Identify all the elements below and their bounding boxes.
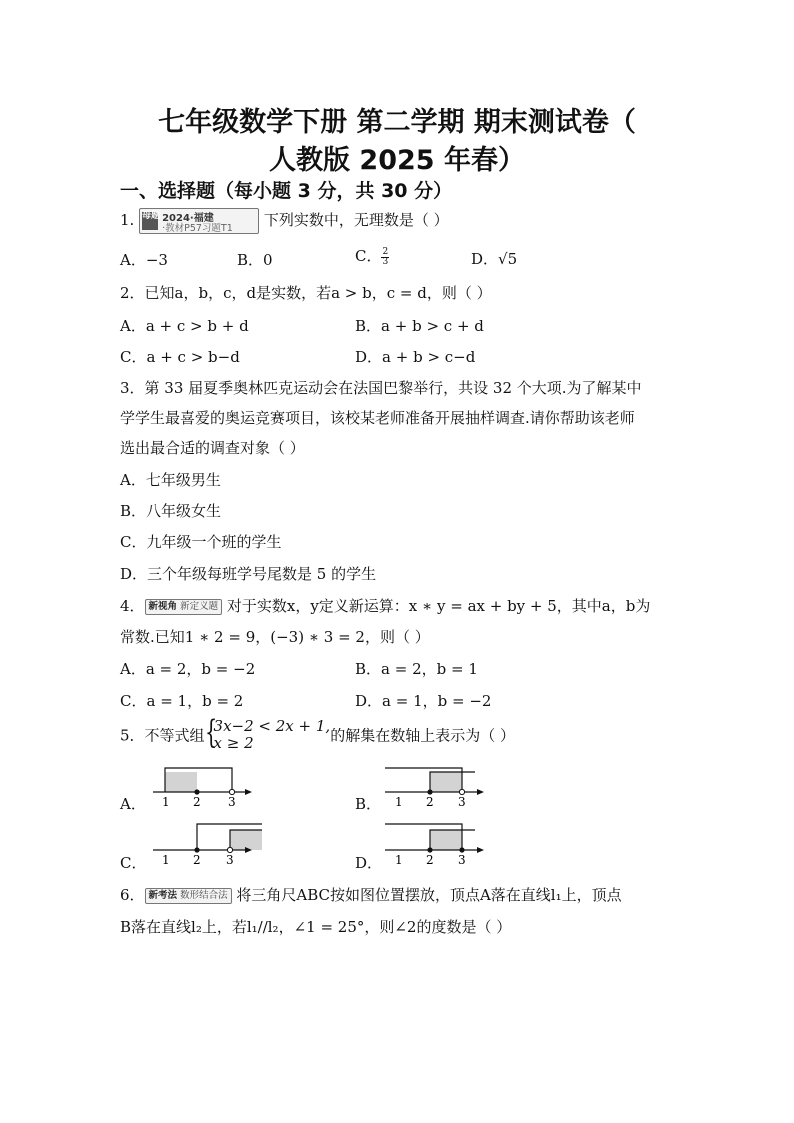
question-6-line-2: B落在直线l₂上，若l₁//l₂，∠1 = 25°，则∠2的度数是（ ） [120,918,512,936]
question-3-line-3: 选出最合适的调查对象（ ） [120,439,305,457]
tick-label: 2 [426,795,434,809]
question-text: 对于实数x，y定义新运算：x ∗ y = ax + by + 5，其中a，b为 [226,597,651,615]
option-c: C．a = 1，b = 2 [120,692,244,710]
option-a: A． [120,795,146,813]
tick-label: 3 [226,853,234,867]
question-4-line-2: 常数.已知1 ∗ 2 = 9，(−3) ∗ 3 = 2，则（ ） [120,628,430,646]
tick-label: 1 [162,853,170,867]
question-6 [120,884,622,905]
tick-label: 2 [193,853,201,867]
tick-label: 3 [228,795,236,809]
question-1 [120,208,449,234]
open-point [227,847,232,852]
option-b: B．a = 2，b = 1 [355,660,478,678]
new-method-tag: 新考法 数形结合法 [145,888,232,904]
option-c [355,245,389,267]
axis-arrow [245,789,252,795]
question-3-line-2: 学学生最喜爱的奥运竞赛项目，该校某老师准备开展抽样调查.请你帮助该老师 [120,409,635,427]
number-line-d [380,818,490,868]
closed-point [459,847,464,852]
tag-source: ·教材P57习题T1 [162,223,233,234]
tick-label: 1 [395,853,403,867]
question-number: 6． [120,886,145,904]
axis-arrow [477,789,484,795]
tick-label: 1 [395,795,403,809]
question-text: 将三角尺ABC按如图位置摆放，顶点A落在直线l₁上，顶点 [236,886,622,904]
option-a: A．−3 [120,251,168,269]
number-line-a [148,760,258,810]
option-a: A．a + c > b + d [120,317,249,335]
inequality-system: { 3x−2 < 2x + 1, x ≥ 2 [204,713,331,752]
option-b: B． [355,795,382,813]
title-line-2: 人教版 2025 年春） [269,145,525,176]
question-text-post: 的解集在数轴上表示为（ ） [330,726,515,745]
open-point [229,789,234,794]
question-4 [120,595,650,616]
section-heading: 一、选择题（每小题 3 分，共 30 分） [120,180,453,202]
fraction-numerator: 2 [382,246,389,257]
question-2: 2．已知a，b，c，d是实数，若a > b，c = d，则（ ） [120,284,492,302]
question-text: 下列实数中，无理数是（ ） [263,211,449,229]
axis-arrow [477,847,484,853]
source-tag [139,208,259,234]
closed-point [194,847,199,852]
option-a: A．七年级男生 [120,471,221,489]
solution-region [165,772,197,792]
open-point [459,789,464,794]
inequality-2: x ≥ 2 [213,734,254,752]
option-b: B．a + b > c + d [355,317,484,335]
tick-label: 3 [458,795,466,809]
option-c: C． [120,854,147,872]
tick-label: 2 [193,795,201,809]
new-perspective-tag: 新视角 新定义题 [145,599,223,615]
option-b: B．0 [237,251,273,269]
question-number: 1. [120,211,135,229]
option-d: D． [355,854,383,872]
question-3-line-1: 3．第 33 届夏季奥林匹克运动会在法国巴黎举行，共设 32 个大项.为了解某中 [120,379,642,397]
solution-region [230,830,262,850]
option-b: B．八年级女生 [120,502,222,520]
tick-label: 1 [162,795,170,809]
number-line-c [148,818,268,868]
option-d: D．a = 1，b = −2 [355,692,492,710]
fraction-denominator: 3 [382,256,389,267]
tag-year: 2024·福建 [162,213,214,224]
option-d: D．三个年级每班学号尾数是 5 的学生 [120,565,377,583]
mother-question-icon: 母题 [142,212,158,230]
option-a: A．a = 2，b = −2 [120,660,256,678]
option-c: C．a + c > b−d [120,348,240,366]
title-line-1: 七年级数学下册 第二学期 期末测试卷（ [158,107,636,138]
question-text-pre: 5．不等式组 [120,726,205,745]
option-d: D．a + b > c−d [355,348,476,366]
closed-point [194,789,199,794]
option-c: C．九年级一个班的学生 [120,533,282,551]
tick-label: 3 [458,853,466,867]
option-c-label: C． [355,247,382,265]
question-number: 4． [120,597,145,615]
number-line-b [380,760,490,810]
option-d [471,248,517,269]
solution-region [430,830,462,850]
inequality-1: 3x−2 < 2x + 1, [213,717,331,735]
closed-point [427,789,432,794]
solution-region [430,772,462,792]
question-5 [120,713,515,752]
sqrt-five: √5 [498,250,518,268]
closed-point [427,847,432,852]
option-d-label: D． [471,250,499,268]
fraction [381,248,389,267]
tick-label: 2 [426,853,434,867]
